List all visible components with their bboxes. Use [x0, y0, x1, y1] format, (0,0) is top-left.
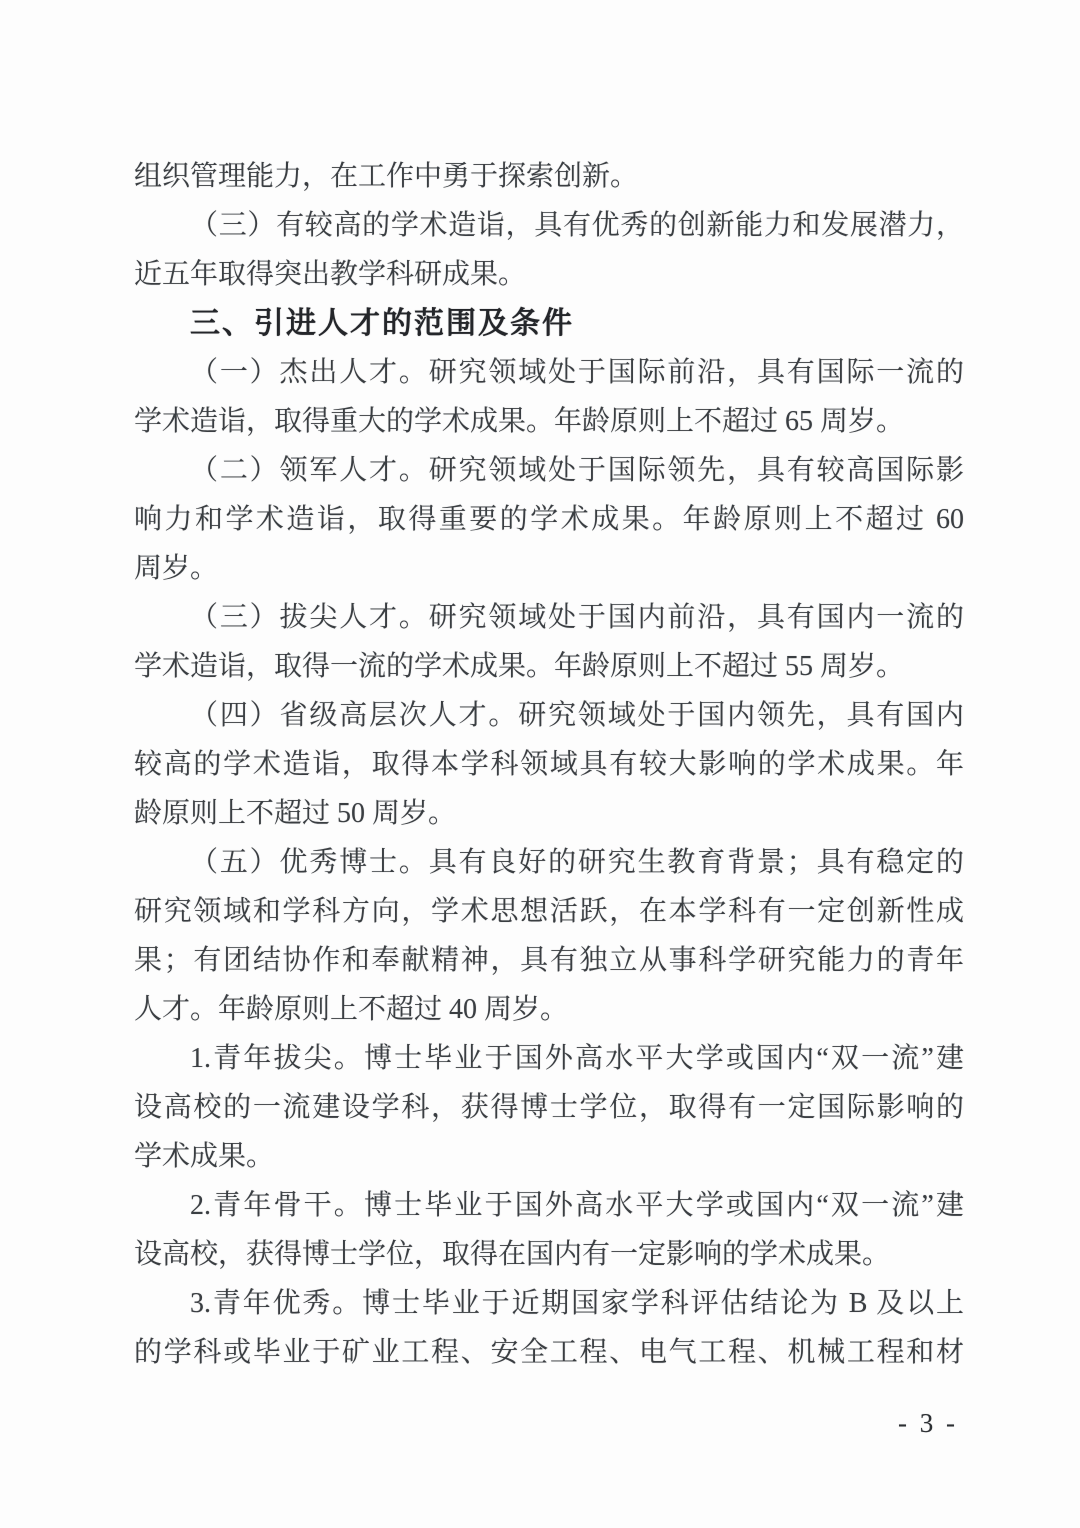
text-line: 响力和学术造诣，取得重要的学术成果。年龄原则上不超过 60	[134, 504, 964, 535]
document-body	[134, 152, 964, 1377]
text-line: （五）优秀博士。具有良好的研究生教育背景；具有稳定的	[190, 847, 964, 878]
text-line: （四）省级高层次人才。研究领域处于国内领先，具有国内	[190, 700, 964, 731]
text-line: （一）杰出人才。研究领域处于国际前沿，具有国际一流的	[190, 357, 964, 388]
text-line: 龄原则上不超过 50 周岁。	[134, 798, 457, 829]
text-line: 2.青年骨干。博士毕业于国外高水平大学或国内“双一流”建	[190, 1190, 964, 1221]
text-line: 设高校的一流建设学科，获得博士学位，取得有一定国际影响的	[134, 1092, 964, 1123]
text-line: 近五年取得突出教学科研成果。	[134, 259, 527, 290]
text-line: 学术成果。	[134, 1141, 275, 1172]
text-line: 的学科或毕业于矿业工程、安全工程、电气工程、机械工程和材	[134, 1337, 964, 1368]
text-line: 学术造诣，取得重大的学术成果。年龄原则上不超过 65 周岁。	[134, 406, 905, 437]
text-line: 周岁。	[134, 553, 219, 584]
text-line: 果；有团结协作和奉献精神，具有独立从事科学研究能力的青年	[134, 945, 964, 976]
text-line: （三）拔尖人才。研究领域处于国内前沿，具有国内一流的	[190, 602, 964, 633]
text-line: （三）有较高的学术造诣，具有优秀的创新能力和发展潜力，	[190, 210, 964, 241]
text-line: 人才。年龄原则上不超过 40 周岁。	[134, 994, 569, 1025]
text-line: 设高校，获得博士学位，取得在国内有一定影响的学术成果。	[134, 1239, 891, 1270]
text-line: （二）领军人才。研究领域处于国际领先，具有较高国际影	[190, 455, 964, 486]
text-line: 1.青年拔尖。博士毕业于国外高水平大学或国内“双一流”建	[190, 1043, 964, 1074]
page-number: - 3 -	[898, 1408, 958, 1438]
text-line: 较高的学术造诣，取得本学科领域具有较大影响的学术成果。年	[134, 749, 964, 780]
text-line: 学术造诣，取得一流的学术成果。年龄原则上不超过 55 周岁。	[134, 651, 905, 682]
text-line: 组织管理能力，在工作中勇于探索创新。	[134, 161, 639, 192]
section-heading: 三、引进人才的范围及条件	[190, 307, 574, 340]
text-line: 研究领域和学科方向，学术思想活跃，在本学科有一定创新性成	[134, 896, 964, 927]
text-line: 3.青年优秀。博士毕业于近期国家学科评估结论为 B 及以上	[190, 1288, 964, 1319]
